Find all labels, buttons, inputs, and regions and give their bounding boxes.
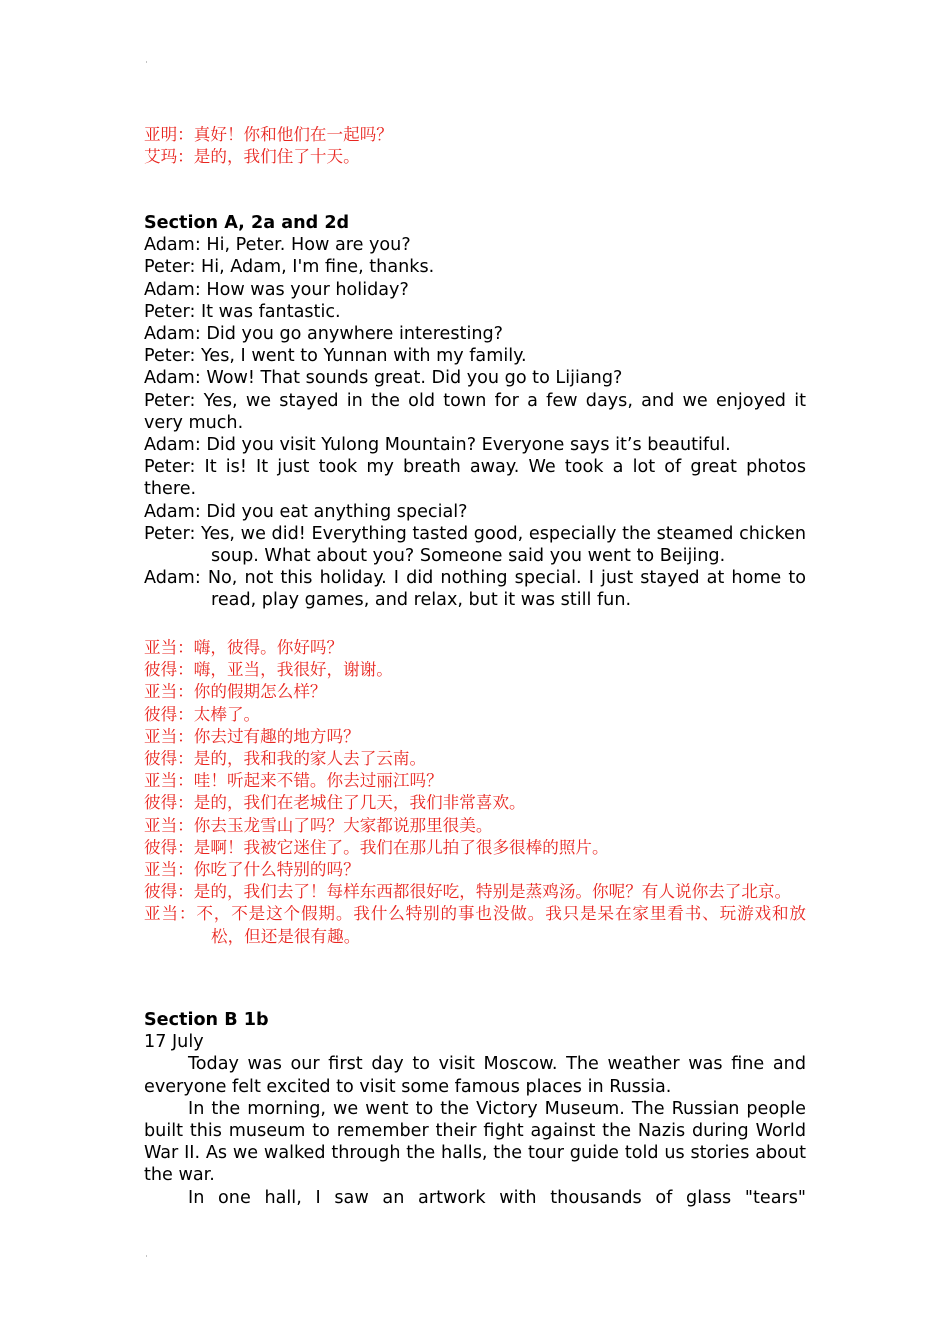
dialogue-line-en: Adam: How was your holiday?	[144, 279, 409, 300]
dialogue-line-zh: 亚当：你的假期怎么样？	[144, 682, 327, 702]
intro-translation	[144, 124, 806, 168]
dialogue-line-zh: 亚当：不，不是这个假期。我什么特别的事也没做。我只是呆在家里看书、玩游戏和放松，但还是很有趣。	[144, 904, 806, 946]
diary-paragraph: Today was our first day to visit Moscow. The weather was fine and everyone felt excited to visit some famous places in Russia.	[144, 1054, 806, 1097]
dialogue-line-zh: 彼得：嗨，亚当，我很好，谢谢。	[144, 660, 393, 680]
section-a-translation	[144, 637, 806, 948]
document-page	[144, 0, 806, 1344]
dialogue-line-zh: 亚当：你去玉龙雪山了吗？大家都说那里很美。	[144, 815, 493, 835]
top-corner-mark: ˙	[144, 61, 149, 72]
dialogue-line-zh: 亚当：你去过有趣的地方吗？	[144, 726, 360, 746]
dialogue-line-zh: 彼得：是啊！我被它迷住了。我们在那儿拍了很多很棒的照片。	[144, 837, 609, 857]
dialogue-line-zh: 彼得：是的，我们去了！每样东西都很好吃，特别是蒸鸡汤。你呢？有人说你去了北京。	[144, 882, 792, 902]
dialogue-line-zh: 彼得：是的，我和我的家人去了云南。	[144, 749, 427, 769]
dialogue-line-zh: 亚当：你吃了什么特别的吗？	[144, 860, 360, 880]
dialogue-line-en: Peter: It is! It just took my breath away. We took a lot of great photos there.	[144, 457, 806, 500]
dialogue-line-zh: 彼得：太棒了。	[144, 704, 261, 724]
dialogue-line-en: Peter: Yes, I went to Yunnan with my family.	[144, 346, 527, 367]
dialogue-line-en: Adam: Did you eat anything special?	[144, 501, 468, 522]
section-a-heading: Section A, 2a and 2d	[144, 213, 350, 233]
dialogue-line-en: Adam: Wow! That sounds great. Did you go to Lijiang?	[144, 368, 623, 389]
section-b	[144, 1009, 806, 1209]
dialogue-line-en: Adam: Did you go anywhere interesting?	[144, 324, 503, 345]
diary-date: 17 July	[144, 1032, 204, 1053]
dialogue-line-zh: 亚当：哇！听起来不错。你去过丽江吗？	[144, 771, 443, 791]
diary-paragraph: In one hall, I saw an artwork with thousands of glass "tears"	[188, 1187, 806, 1208]
dialogue-line-en: Adam: No, not this holiday. I did nothing special. I just stayed at home to read, play games, and relax, but it was still fun.	[144, 568, 806, 611]
dialogue-line-en: Peter: It was fantastic.	[144, 301, 341, 322]
dialogue-line-en: Peter: Hi, Adam, I'm fine, thanks.	[144, 257, 435, 278]
dialogue-line-en: Peter: Yes, we stayed in the old town for a few days, and we enjoyed it very much.	[144, 390, 806, 433]
section-b-heading: Section B 1b	[144, 1010, 269, 1030]
dialogue-line-en: Adam: Hi, Peter. How are you?	[144, 235, 411, 256]
intro-zh-line: 亚明：真好！你和他们在一起吗？	[144, 125, 393, 144]
section-a	[144, 212, 806, 612]
dialogue-line-en: Peter: Yes, we did! Everything tasted good, especially the steamed chicken soup. What about you? Someone said you went to Beijing.	[144, 523, 806, 567]
diary-paragraph: In the morning, we went to the Victory Museum. The Russian people built this museum to remember their fight against the Nazis during World War II. As we walked through the halls, the tour guide told us stories about the war.	[144, 1098, 806, 1186]
dialogue-line-en: Adam: Did you visit Yulong Mountain? Everyone says it’s beautiful.	[144, 435, 731, 456]
dialogue-line-zh: 亚当：嗨，彼得。你好吗？	[144, 638, 344, 657]
bottom-corner-mark: ˙	[144, 1255, 149, 1266]
intro-zh-line: 艾玛：是的，我们住了十天。	[144, 147, 360, 167]
dialogue-line-zh: 彼得：是的，我们在老城住了几天，我们非常喜欢。	[144, 793, 526, 813]
